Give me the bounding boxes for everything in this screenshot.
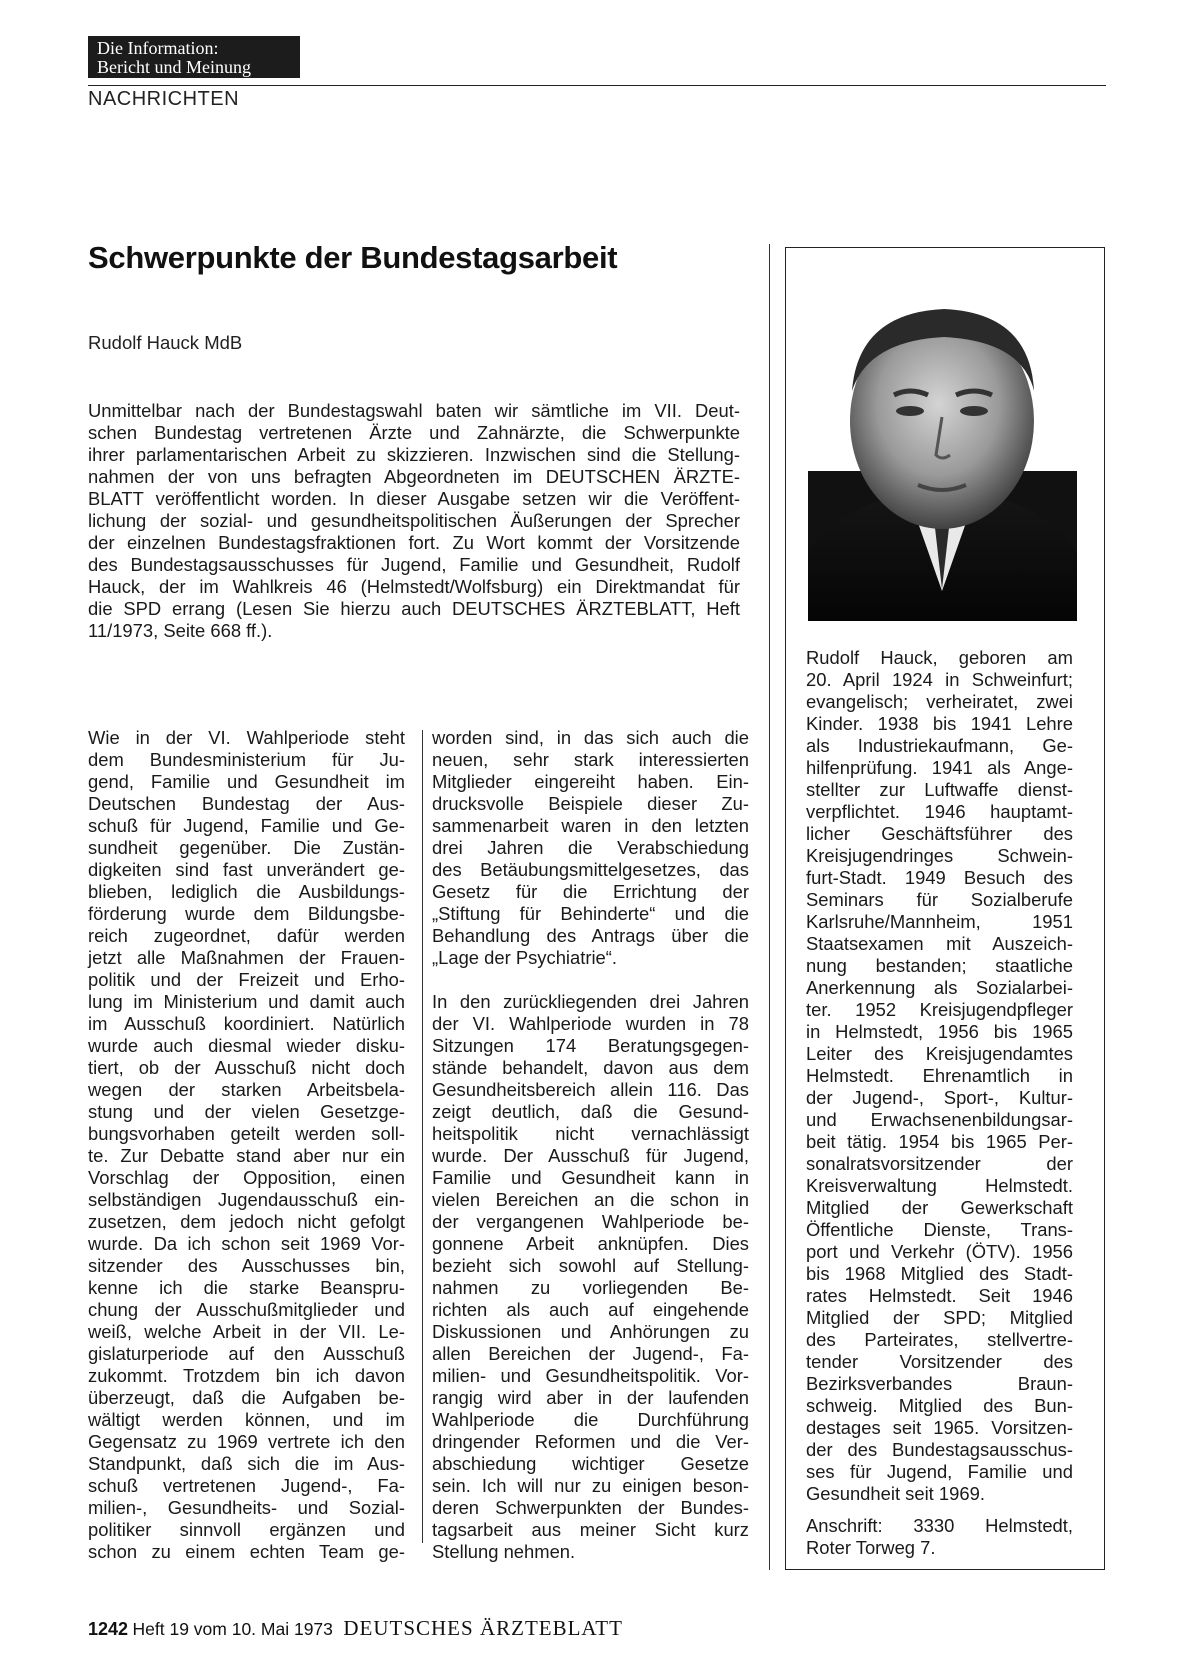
body-line: stung und der vielen Gesetzge- [88, 1101, 405, 1122]
bio-line: Kinder. 1938 bis 1941 Lehre [806, 713, 1073, 734]
body-line: In den zurückliegenden drei Jahren [432, 991, 749, 1012]
body-line: wurde. Da ich schon seit 1969 Vor- [88, 1233, 405, 1254]
bio-line: bis 1968 Mitglied des Stadt- [806, 1263, 1073, 1284]
bio-line: Mitglied der SPD; Mitglied [806, 1307, 1073, 1328]
body-line: reich zugeordnet, dafür werden [88, 925, 405, 946]
address-line: Roter Torweg 7. [806, 1537, 936, 1558]
body-line: im Ausschuß koordiniert. Natürlich [88, 1013, 405, 1034]
body-line: gonnene Arbeit anknüpfen. Dies [432, 1233, 749, 1254]
bio-line: licher Geschäftsführer des [806, 823, 1073, 844]
body-line: milien-, Gesundheits- und Sozial- [88, 1497, 405, 1518]
bio-line: furt-Stadt. 1949 Besuch des [806, 867, 1073, 888]
body-line: worden sind, in das sich auch die [432, 727, 749, 748]
body-line: Wie in der VI. Wahlperiode steht [88, 727, 405, 748]
intro-line: 11/1973, Seite 668 ff.). [88, 620, 273, 641]
body-line: schuß für Jugend, Familie und Ge- [88, 815, 405, 836]
body-line: bungsvorhaben geteilt werden soll- [88, 1123, 405, 1144]
bio-line: beit tätig. 1954 bis 1965 Per- [806, 1131, 1073, 1152]
bio-line: tender Vorsitzender des [806, 1351, 1073, 1372]
body-line: Wahlperiode die Durchführung [432, 1409, 749, 1430]
body-line: Stellung nehmen. [432, 1541, 576, 1562]
body-line: der VI. Wahlperiode wurden in 78 [432, 1013, 749, 1034]
body-line: Vorschlag der Opposition, einen [88, 1167, 405, 1188]
body-line: „Stiftung für Behinderte“ und die [432, 903, 749, 924]
body-line: tagsarbeit aus meiner Sicht kurz [432, 1519, 749, 1540]
body-line: Standpunkt, daß sich die im Aus- [88, 1453, 405, 1474]
bio-line: 20. April 1924 in Schweinfurt; [806, 669, 1073, 690]
bio-line: schweig. Mitglied des Bun- [806, 1395, 1073, 1416]
bio-line: des Parteirates, stellvertre- [806, 1329, 1073, 1350]
body-line: vielen Bereichen an die schon in [432, 1189, 749, 1210]
body-line: gislaturperiode auf den Ausschuß [88, 1343, 405, 1364]
body-line: sammenarbeit waren in den letzten [432, 815, 749, 836]
page-footer [88, 1616, 623, 1641]
bio-line: Rudolf Hauck, geboren am [806, 647, 1073, 668]
bio-line: ses für Jugend, Familie und [806, 1461, 1073, 1482]
bio-line: Anerkennung als Sozialarbei- [806, 977, 1073, 998]
bio-line: Helmstedt. Ehrenamtlich in [806, 1065, 1073, 1086]
body-line: kenne ich die starke Beanspru- [88, 1277, 405, 1298]
intro-line: schen Bundestag vertretenen Ärzte und Zahnärzte, die Schwerpunkte [88, 422, 740, 443]
bio-line: ter. 1952 Kreisjugendpfleger [806, 999, 1073, 1020]
body-line: dringender Reformen und die Ver- [432, 1431, 749, 1452]
intro-line: Unmittelbar nach der Bundestagswahl baten wir sämtliche im VII. Deut- [88, 400, 740, 421]
bio-line: Mitglied der Gewerkschaft [806, 1197, 1073, 1218]
bio-line: und Erwachsenenbildungsar- [806, 1109, 1073, 1130]
body-line: Diskussionen und Anhörungen zu [432, 1321, 749, 1342]
headline: Schwerpunkte der Bundestagsarbeit [88, 240, 618, 275]
section-label-line-1: Die Information: [97, 38, 219, 58]
intro-line: der einzelnen Bundestagsfraktionen fort. Zu Wort kommt der Vorsitzende [88, 532, 740, 553]
author-portrait [808, 271, 1077, 621]
intro-line: BLATT veröffentlicht worden. In dieser Ausgabe setzen wir die Veröffent- [88, 488, 740, 509]
bio-line: Karlsruhe/Mannheim, 1951 [806, 911, 1073, 932]
bio-line: der des Bundestagsausschus- [806, 1439, 1073, 1460]
body-line: zukommt. Trotzdem bin ich davon [88, 1365, 405, 1386]
bio-line: Kreisjugendringes Schwein- [806, 845, 1073, 866]
bio-line: Kreisverwaltung Helmstedt. [806, 1175, 1073, 1196]
body-line: Sitzungen 174 Beratungsgegen- [432, 1035, 749, 1056]
body-line: wurde. Der Ausschuß für Jugend, [432, 1145, 749, 1166]
body-line: wegen der starken Arbeitsbela- [88, 1079, 405, 1100]
bio-line: Seminars für Sozialberufe [806, 889, 1073, 910]
body-line: milien- und Gesundheitspolitik. Vor- [432, 1365, 749, 1386]
body-line: Gesundheitsbereich allein 116. Das [432, 1079, 749, 1100]
body-line: politik und der Freizeit und Erho- [88, 969, 405, 990]
body-line: des Betäubungsmittelgesetzes, das [432, 859, 749, 880]
bio-line: evangelisch; verheiratet, zwei [806, 691, 1073, 712]
page-number: 1242 [88, 1619, 129, 1639]
bio-line: rates Helmstedt. Seit 1946 [806, 1285, 1073, 1306]
bio-line: Leiter des Kreisjugendamtes [806, 1043, 1073, 1064]
body-line: jetzt alle Maßnahmen der Frauen- [88, 947, 405, 968]
section-label [88, 36, 300, 78]
body-line: neuen, sehr stark interessierten [432, 749, 749, 770]
body-line: te. Zur Debatte stand aber nur ein [88, 1145, 405, 1166]
body-line: überzeugt, daß die Aufgaben be- [88, 1387, 405, 1408]
sidebar-rule [769, 244, 770, 1570]
body-line: stände behandelt, davon aus dem [432, 1057, 749, 1078]
bio-line: Öffentliche Dienste, Trans- [806, 1219, 1073, 1240]
body-line: schon zu einem echten Team ge- [88, 1541, 405, 1562]
body-line: abschiedung wichtiger Gesetze [432, 1453, 749, 1474]
body-line: sundheit gegenüber. Die Zustän- [88, 837, 405, 858]
body-line: förderung wurde dem Bildungsbe- [88, 903, 405, 924]
bio-line: hilfenprüfung. 1941 als Ange- [806, 757, 1073, 778]
body-line: deren Schwerpunkten der Bundes- [432, 1497, 749, 1518]
body-line: Gesetz für die Errichtung der [432, 881, 749, 902]
bio-line: der Jugend-, Sport-, Kultur- [806, 1087, 1073, 1108]
bio-line: Staatsexamen mit Auszeich- [806, 933, 1073, 954]
body-line: Deutschen Bundestag der Aus- [88, 793, 405, 814]
bio-line: als Industriekaufmann, Ge- [806, 735, 1073, 756]
body-line: Gegensatz zu 1969 vertrete ich den [88, 1431, 405, 1452]
bio-line: Gesundheit seit 1969. [806, 1483, 985, 1504]
kicker: NACHRICHTEN [88, 88, 240, 110]
bio-line: destages seit 1965. Vorsitzen- [806, 1417, 1073, 1438]
body-line: Behandlung des Antrags über die [432, 925, 749, 946]
top-rule [88, 85, 1106, 86]
address-line: Anschrift: 3330 Helmstedt, [806, 1515, 1073, 1536]
body-line: chung der Ausschußmitglieder und [88, 1299, 405, 1320]
bio-line: Bezirksverbandes Braun- [806, 1373, 1073, 1394]
body-line: sein. Ich will nur zu einigen beson- [432, 1475, 749, 1496]
section-label-line-2: Bericht und Meinung [97, 57, 251, 77]
intro-line: lichung der sozial- und gesundheitspolitischen Äußerungen der Sprecher [88, 510, 740, 531]
bio-line: verpflichtet. 1946 hauptamt- [806, 801, 1073, 822]
body-line: wurde auch diesmal wieder disku- [88, 1035, 405, 1056]
body-line: schuß vertretenen Jugend-, Fa- [88, 1475, 405, 1496]
body-line: lung im Ministerium und damit auch [88, 991, 405, 1012]
body-line: allen Bereichen der Jugend-, Fa- [432, 1343, 749, 1364]
body-line: drei Jahren die Verabschiedung [432, 837, 749, 858]
body-line: zeigt deutlich, daß die Gesund- [432, 1101, 749, 1122]
body-line: heitspolitik nicht vernachlässigt [432, 1123, 749, 1144]
body-line: drucksvolle Beispiele dieser Zu- [432, 793, 749, 814]
body-line: dem Bundesministerium für Ju- [88, 749, 405, 770]
body-line: sitzender des Ausschusses bin, [88, 1255, 405, 1276]
body-line: richten als auch auf eingehende [432, 1299, 749, 1320]
body-line: bezieht sich sowohl auf Stellung- [432, 1255, 749, 1276]
body-line: wältigt werden können, und im [88, 1409, 405, 1430]
body-line: blieben, lediglich die Ausbildungs- [88, 881, 405, 902]
body-line: „Lage der Psychiatrie“. [432, 947, 618, 968]
bio-line: port und Verkehr (ÖTV). 1956 [806, 1241, 1073, 1262]
intro-line: des Bundestagsausschusses für Jugend, Familie und Gesundheit, Rudolf [88, 554, 740, 575]
byline: Rudolf Hauck MdB [88, 332, 243, 353]
body-line: gend, Familie und Gesundheit im [88, 771, 405, 792]
body-line: Familie und Gesundheit kann in [432, 1167, 749, 1188]
body-line: Mitglieder eingereiht haben. Ein- [432, 771, 749, 792]
body-line: tiert, ob der Ausschuß nicht doch [88, 1057, 405, 1078]
masthead: DEUTSCHES ÄRZTEBLATT [343, 1616, 623, 1640]
body-line: selbständigen Jugendausschuß ein- [88, 1189, 405, 1210]
bio-line: sonalratsvorsitzender der [806, 1153, 1073, 1174]
body-line: zusetzen, dem jedoch nicht gefolgt [88, 1211, 405, 1232]
bio-line: nung bestanden; staatliche [806, 955, 1073, 976]
body-line: rangig wird aber in der laufenden [432, 1387, 749, 1408]
intro-line: nahmen der von uns befragten Abgeordneten im DEUTSCHEN ÄRZTE- [88, 466, 740, 487]
body-line: nahmen zu vorliegenden Be- [432, 1277, 749, 1298]
intro-line: Hauck, der im Wahlkreis 46 (Helmstedt/Wolfsburg) ein Direktmandat für [88, 576, 740, 597]
issue-info: Heft 19 vom 10. Mai 1973 [132, 1619, 333, 1639]
column-divider [422, 730, 423, 1543]
body-line: politiker sinnvoll ergänzen und [88, 1519, 405, 1540]
body-line: der vergangenen Wahlperiode be- [432, 1211, 749, 1232]
body-line: weiß, welche Arbeit in der VII. Le- [88, 1321, 405, 1342]
intro-line: die SPD errang (Lesen Sie hierzu auch DEUTSCHES ÄRZTEBLATT, Heft [88, 598, 740, 619]
body-line: digkeiten sind fast unverändert ge- [88, 859, 405, 880]
bio-line: stellter zur Luftwaffe dienst- [806, 779, 1073, 800]
bio-line: in Helmstedt, 1956 bis 1965 [806, 1021, 1073, 1042]
intro-line: ihrer parlamentarischen Arbeit zu skizzieren. Inzwischen sind die Stellung- [88, 444, 740, 465]
